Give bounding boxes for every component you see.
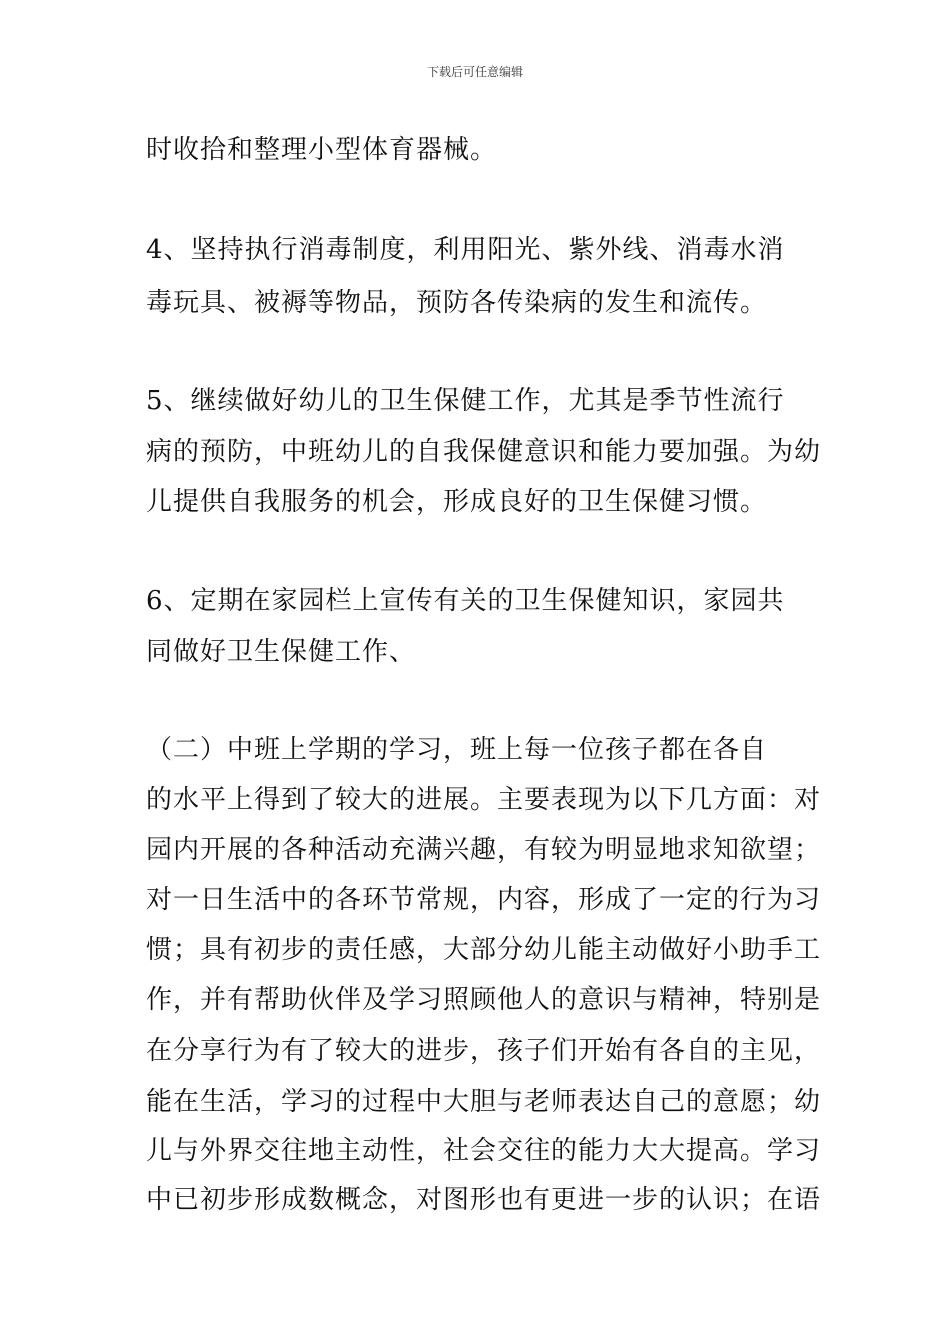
- text-line: 5、继续做好幼儿的卫生保健工作，尤其是季节性流行: [146, 386, 785, 416]
- text-line: 儿提供自我服务的机会，形成良好的卫生保健习惯。: [146, 487, 768, 517]
- text-line: 病的预防，中班幼儿的自我保健意识和能力要加强。为幼: [146, 437, 822, 467]
- text-line: 6、定期在家园栏上宣传有关的卫生保健知识，家园共: [146, 586, 785, 616]
- text-line: 儿与外界交往地主动性，社会交往的能力大大提高。学习: [146, 1136, 822, 1166]
- page-header: 下载后可任意编辑: [426, 65, 523, 79]
- text-line: 中已初步形成数概念，对图形也有更进一步的认识；在语: [146, 1185, 822, 1215]
- text-line: 能在生活，学习的过程中大胆与老师表达自己的意愿；幼: [146, 1087, 822, 1117]
- text-line: 园内开展的各种活动充满兴趣，有较为明显地求知欲望；: [146, 835, 822, 865]
- text-line: （二）中班上学期的学习，班上每一位孩子都在各自: [146, 735, 768, 765]
- text-line: 惯；具有初步的责任感，大部分幼儿能主动做好小助手工: [146, 935, 822, 965]
- text-line: 对一日生活中的各环节常规，内容，形成了一定的行为习: [146, 885, 822, 915]
- text-line: 时收拾和整理小型体育器械。: [146, 135, 498, 165]
- text-line: 的水平上得到了较大的进展。主要表现为以下几方面：对: [146, 785, 822, 815]
- text-line: 毒玩具、被褥等物品，预防各传染病的发生和流传。: [146, 288, 768, 318]
- text-line: 4、坚持执行消毒制度，利用阳光、紫外线、消毒水消: [146, 235, 785, 265]
- text-line: 在分享行为有了较大的进步，孩子们开始有各自的主见，: [146, 1036, 822, 1066]
- text-line: 作，并有帮助伙伴及学习照顾他人的意识与精神，特别是: [146, 985, 822, 1015]
- text-line: 同做好卫生保健工作、: [146, 637, 417, 667]
